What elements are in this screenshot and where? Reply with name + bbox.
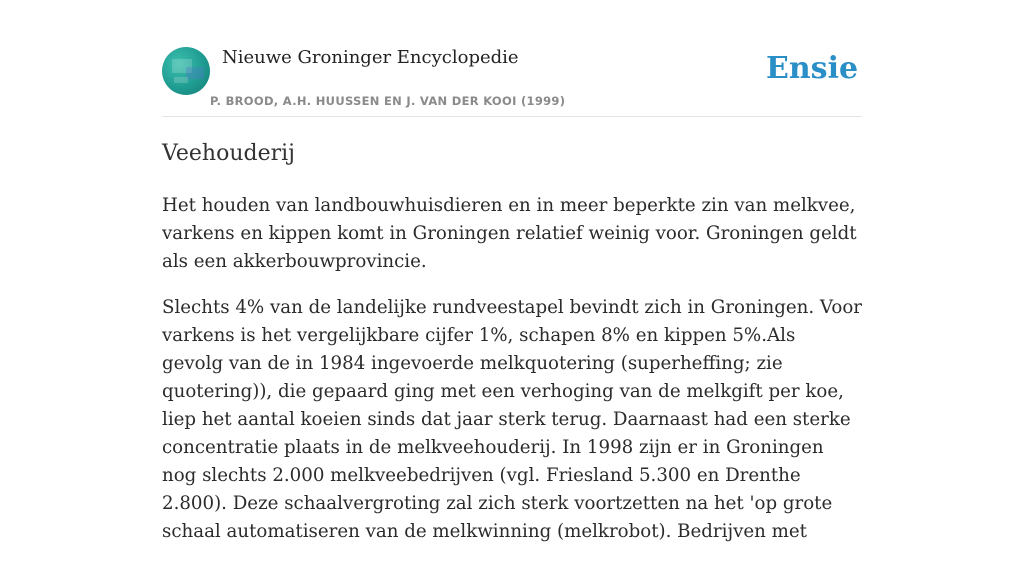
article-paragraph: Slechts 4% van de landelijke rundveestapel bevindt zich in Groningen. Voor varkens is het vergelijkbare cijfer 1%, schapen 8% en kippen 5%.Als gevolg van de in 1984 ingevoerde melkquotering (superheffing; zie quotering)), die gepaard ging met een verhoging van de melkgift per koe, liep het aantal koeien sinds dat jaar sterk terug. Daarnaast had een sterke concentratie plaats in de melkveehouderij. In 1998 zijn er in Groningen nog slechts 2.000 melkveebedrijven (vgl. Friesland 5.300 en Drenthe 2.800). Deze schaalvergroting zal zich sterk voortzetten na het 'op grote schaal automatiseren van de melkwinning (melkrobot). Bedrijven met: [162, 297, 862, 542]
source-authors: P. BROOD, A.H. HUUSSEN EN J. VAN DER KOOI (1999): [210, 94, 566, 108]
article-title: Veehouderij: [162, 141, 295, 166]
source-title[interactable]: Nieuwe Groninger Encyclopedie: [222, 47, 519, 68]
source-header: [162, 46, 862, 117]
article-body: [162, 192, 862, 564]
article-paragraph: Het houden van landbouwhuisdieren en in meer beperkte zin van melkvee, varkens en kippen komt in Groningen relatief weinig voor. Groningen geldt als een akkerbouwprovincie.: [162, 195, 857, 272]
book-cover-icon[interactable]: [162, 47, 210, 95]
brand-logo[interactable]: Ensie: [766, 51, 859, 86]
